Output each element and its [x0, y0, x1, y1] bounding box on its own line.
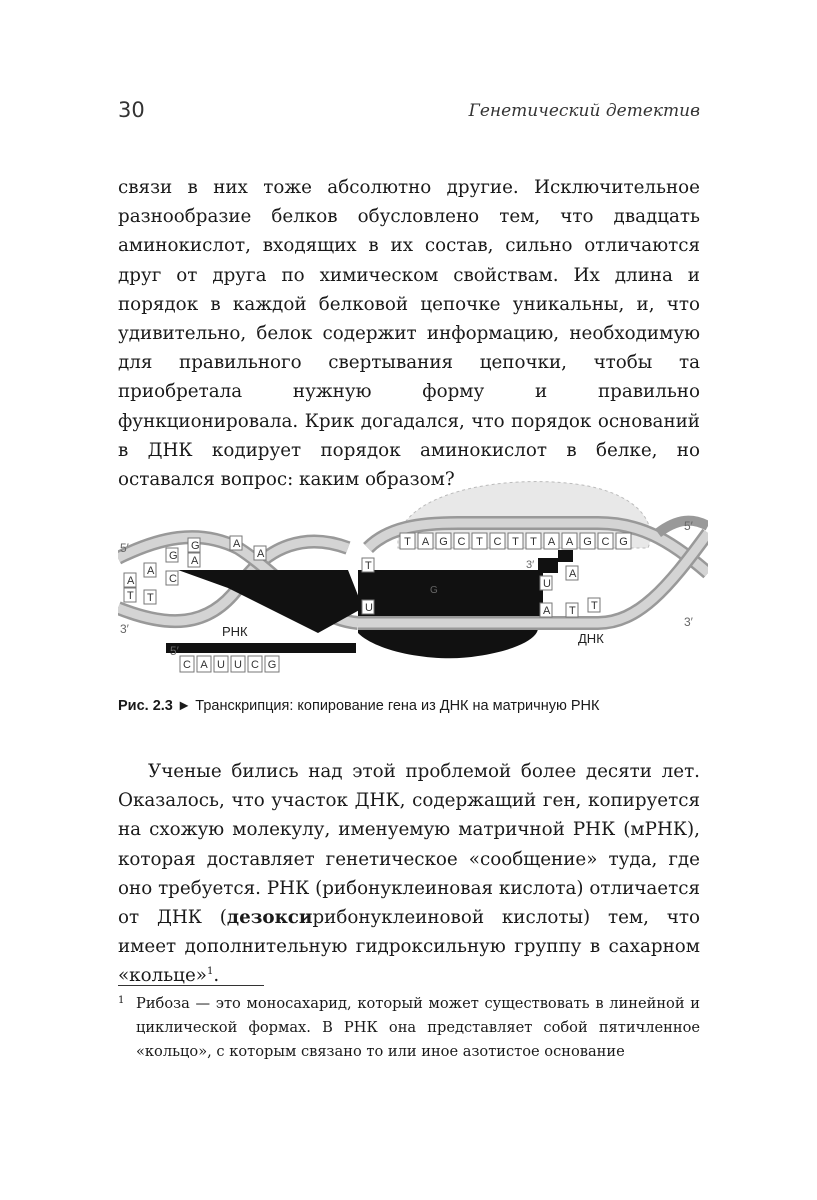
svg-text:T: T	[569, 605, 576, 617]
figure-number: Рис. 2.3	[118, 698, 173, 714]
svg-text:C: C	[169, 573, 177, 585]
svg-text:U: U	[543, 578, 551, 590]
top-base-letter: G	[439, 536, 448, 548]
top-base-letter: T	[476, 536, 483, 548]
rna-exit-strand	[166, 643, 356, 653]
svg-text:G: G	[430, 585, 438, 596]
page-number: 30	[118, 98, 145, 122]
top-base-letter: C	[601, 536, 610, 548]
rna-base-letter: G	[267, 659, 277, 671]
footnote-divider	[118, 985, 264, 986]
svg-text:U: U	[365, 602, 373, 614]
svg-text:A: A	[569, 568, 577, 580]
top-base-letter: T	[512, 536, 519, 548]
top-base-letter: G	[619, 536, 628, 548]
rna-base-letter: C	[251, 659, 259, 671]
top-base-letter: G	[583, 536, 592, 548]
label-rna: РНК	[222, 624, 248, 639]
top-base-letter: T	[404, 536, 411, 548]
caption-arrow: ►	[176, 698, 192, 714]
svg-text:A: A	[543, 605, 551, 617]
top-base-letter: A	[421, 536, 430, 548]
svg-text:T: T	[365, 560, 372, 572]
bold-term: дезокси	[226, 907, 313, 929]
rna-strand-bases	[180, 656, 279, 672]
label-dna: ДНК	[578, 631, 604, 646]
dna-transcription-diagram	[118, 478, 708, 688]
svg-text:A: A	[191, 555, 199, 567]
top-base-letter: C	[493, 536, 502, 548]
top-base-letter: A	[565, 536, 574, 548]
running-title: Генетический детектив	[468, 101, 700, 121]
caption-text: Транскрипция: копирование гена из ДНК на матричную РНК	[195, 698, 600, 714]
top-base-letter: C	[457, 536, 466, 548]
label-rna-5prime: 5′	[170, 644, 179, 658]
transcription-figure	[118, 478, 708, 688]
svg-text:G: G	[191, 540, 200, 552]
svg-text:G: G	[169, 550, 178, 562]
svg-text:T: T	[147, 592, 154, 604]
rna-base-letter: U	[217, 659, 225, 671]
label-5prime-left: 5′	[120, 541, 129, 555]
svg-text:T: T	[591, 600, 598, 612]
rna-base-letter: U	[234, 659, 242, 671]
body-paragraph-1: связи в них тоже абсолютно другие. Исключительное разнообразие белков обусловлено тем, что двадцать аминокислот, входящих в их состав, сильно отличаются друг от друга по химическом свойствам. Их длина и порядок в каждой белковой цепочке уникальны, и, что удивительно, белок содержит информацию, необходимую для правильного свертывания цепочки, чтобы та приобретала нужную форму и правильно функционировала. Крик догадался, что порядок оснований в ДНК кодирует порядок аминокислот в белке, но оставался вопрос: каким образом?	[118, 177, 700, 491]
svg-text:A: A	[257, 548, 265, 560]
top-base-letter: A	[547, 536, 556, 548]
body-paragraph-2: Ученые бились над этой проблемой более десяти лет. Оказалось, что участок ДНК, содержащий ген, копируется на схожую молекулу, именуемую матричной РНК (мРНК), которая доставляет генетическое «сообщение» туда, где оно требуется. РНК (рибонуклеиновая кислота) отличается от ДНК (дезоксирибонуклеиновой кислоты) тем, что имеет дополнительную гидроксильную группу в сахарном «кольце»$^1$.	[118, 761, 700, 987]
rna-base-letter: C	[183, 659, 191, 671]
label-3prime-mid: 3′	[526, 559, 535, 571]
footnote	[118, 992, 700, 1064]
label-3prime-right: 3′	[684, 615, 693, 629]
footnote-text: Рибоза — это моносахарид, который может существовать в линейной и циклической формах. В РНК она представляет собой пятичленное «кольцо», с которым связано то или иное азотистое основание	[136, 995, 700, 1060]
footnote-ref[interactable]: 1	[206, 966, 214, 978]
svg-text:T: T	[127, 590, 134, 602]
top-base-letter: T	[530, 536, 537, 548]
label-3prime-left: 3′	[120, 622, 129, 636]
rna-base-letter: A	[200, 659, 208, 671]
svg-text:A: A	[233, 538, 241, 550]
footnote-mark: 1	[118, 995, 125, 1006]
svg-text:A: A	[147, 565, 155, 577]
label-5prime-right: 5′	[684, 519, 693, 533]
figure-caption	[118, 698, 599, 714]
svg-text:A: A	[127, 575, 135, 587]
